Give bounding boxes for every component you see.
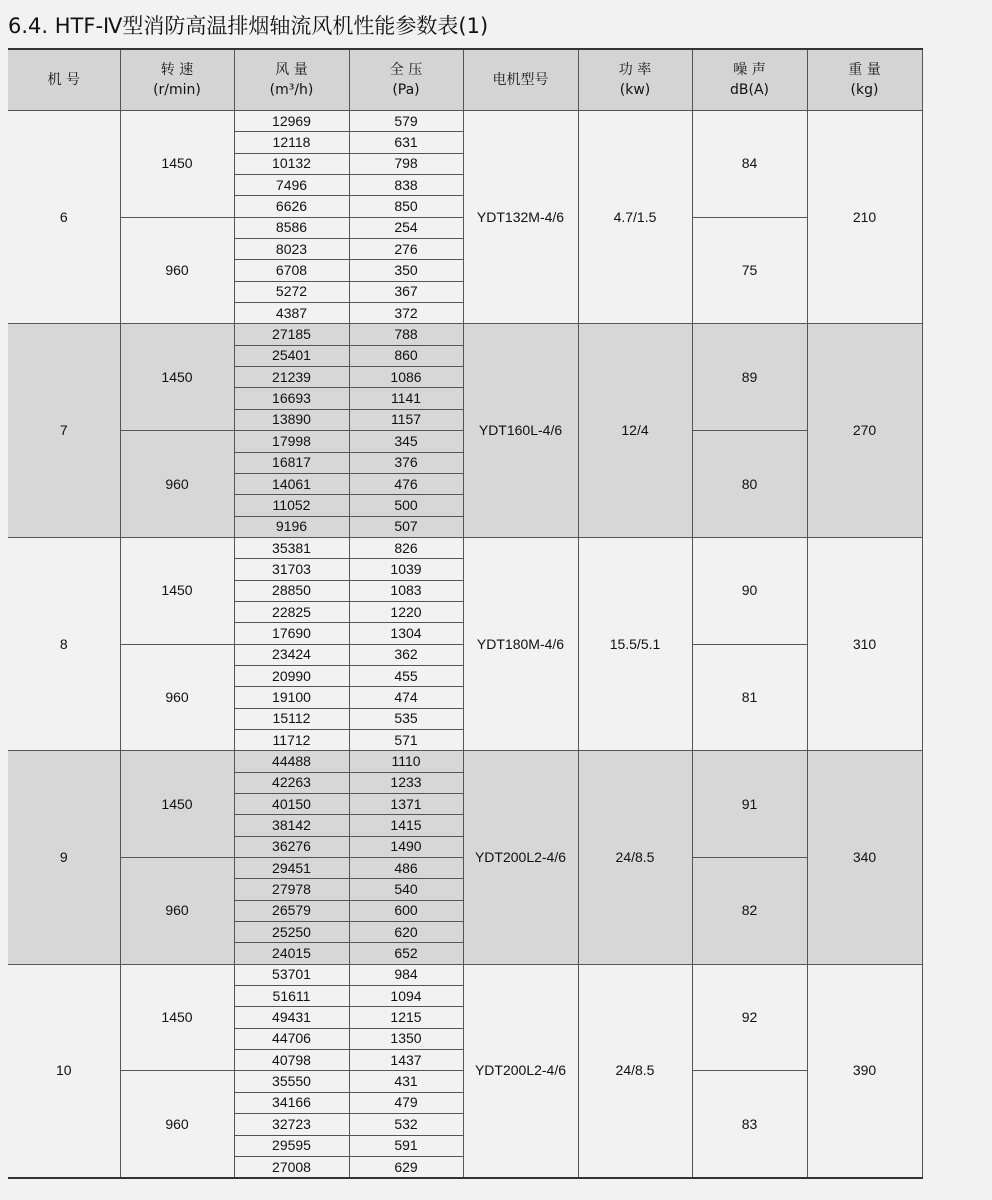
pressure-cell: 1215 [349,1007,463,1028]
airflow-cell: 42263 [234,772,349,793]
pressure-cell: 507 [349,516,463,537]
airflow-cell: 19100 [234,687,349,708]
airflow-cell: 51611 [234,986,349,1007]
header-pressure: 全 压 (Pa) [349,49,463,111]
pressure-cell: 376 [349,452,463,473]
noise-cell: 89 [692,324,807,431]
pressure-cell: 500 [349,495,463,516]
power-cell: 12/4 [578,324,692,537]
model-group [8,324,922,537]
airflow-cell: 27978 [234,879,349,900]
pressure-cell: 455 [349,665,463,686]
motor-model-cell: YDT180M-4/6 [463,537,578,750]
pressure-cell: 367 [349,281,463,302]
weight-cell: 340 [807,751,922,964]
pressure-cell: 1415 [349,815,463,836]
pressure-cell: 788 [349,324,463,345]
pressure-cell: 652 [349,943,463,964]
motor-model-cell: YDT132M-4/6 [463,111,578,324]
header-noise: 噪 声 dB(A) [692,49,807,111]
airflow-cell: 35381 [234,537,349,558]
pressure-cell: 362 [349,644,463,665]
airflow-cell: 4387 [234,303,349,324]
airflow-cell: 14061 [234,473,349,494]
pressure-cell: 579 [349,111,463,132]
power-cell: 15.5/5.1 [578,537,692,750]
airflow-cell: 24015 [234,943,349,964]
speed-cell: 960 [120,644,234,751]
pressure-cell: 984 [349,964,463,985]
pressure-cell: 838 [349,175,463,196]
airflow-cell: 16817 [234,452,349,473]
speed-cell: 960 [120,217,234,324]
pressure-cell: 372 [349,303,463,324]
pressure-cell: 1233 [349,772,463,793]
power-cell: 4.7/1.5 [578,111,692,324]
pressure-cell: 276 [349,239,463,260]
weight-cell: 390 [807,964,922,1178]
speed-cell: 1450 [120,964,234,1071]
pressure-cell: 486 [349,858,463,879]
pressure-cell: 535 [349,708,463,729]
model-group [8,964,922,1178]
airflow-cell: 11712 [234,729,349,750]
table-row [8,537,922,558]
speed-cell: 960 [120,1071,234,1178]
airflow-cell: 21239 [234,367,349,388]
airflow-cell: 12969 [234,111,349,132]
pressure-cell: 345 [349,431,463,452]
airflow-cell: 26579 [234,900,349,921]
airflow-cell: 44706 [234,1028,349,1049]
airflow-cell: 6708 [234,260,349,281]
airflow-cell: 29451 [234,858,349,879]
pressure-cell: 826 [349,537,463,558]
header-weight: 重 量 (kg) [807,49,922,111]
noise-cell: 80 [692,431,807,538]
pressure-cell: 631 [349,132,463,153]
pressure-cell: 350 [349,260,463,281]
pressure-cell: 540 [349,879,463,900]
weight-cell: 310 [807,537,922,750]
pressure-cell: 474 [349,687,463,708]
pressure-cell: 1304 [349,623,463,644]
model-number-cell: 8 [8,537,120,750]
pressure-cell: 1490 [349,836,463,857]
motor-model-cell: YDT160L-4/6 [463,324,578,537]
airflow-cell: 28850 [234,580,349,601]
model-group [8,537,922,750]
airflow-cell: 10132 [234,153,349,174]
pressure-cell: 798 [349,153,463,174]
power-cell: 24/8.5 [578,964,692,1178]
pressure-cell: 1039 [349,559,463,580]
pressure-cell: 431 [349,1071,463,1092]
speed-cell: 1450 [120,751,234,858]
airflow-cell: 35550 [234,1071,349,1092]
airflow-cell: 36276 [234,836,349,857]
table-row [8,964,922,985]
airflow-cell: 6626 [234,196,349,217]
speed-cell: 960 [120,431,234,538]
airflow-cell: 31703 [234,559,349,580]
table-row [8,111,922,132]
airflow-cell: 8586 [234,217,349,238]
airflow-cell: 25250 [234,922,349,943]
speed-cell: 1450 [120,111,234,218]
noise-cell: 75 [692,217,807,324]
power-cell: 24/8.5 [578,751,692,964]
table-row [8,751,922,772]
fan-performance-table [8,48,923,1179]
airflow-cell: 17998 [234,431,349,452]
noise-cell: 90 [692,537,807,644]
table-header-row [8,49,922,111]
airflow-cell: 29595 [234,1135,349,1156]
pressure-cell: 1141 [349,388,463,409]
header-airflow: 风 量 (m³/h) [234,49,349,111]
airflow-cell: 16693 [234,388,349,409]
airflow-cell: 7496 [234,175,349,196]
airflow-cell: 34166 [234,1092,349,1113]
model-group [8,111,922,324]
pressure-cell: 479 [349,1092,463,1113]
model-number-cell: 9 [8,751,120,964]
airflow-cell: 17690 [234,623,349,644]
pressure-cell: 1094 [349,986,463,1007]
airflow-cell: 13890 [234,409,349,430]
header-model: 机 号 [8,49,120,111]
weight-cell: 210 [807,111,922,324]
model-group [8,751,922,964]
pressure-cell: 571 [349,729,463,750]
pressure-cell: 254 [349,217,463,238]
pressure-cell: 860 [349,345,463,366]
noise-cell: 91 [692,751,807,858]
airflow-cell: 40150 [234,794,349,815]
motor-model-cell: YDT200L2-4/6 [463,964,578,1178]
page-title: 6.4. HTF-Ⅳ型消防高温排烟轴流风机性能参数表(1) [8,14,489,38]
pressure-cell: 850 [349,196,463,217]
pressure-cell: 1157 [349,409,463,430]
airflow-cell: 27008 [234,1156,349,1178]
airflow-cell: 8023 [234,239,349,260]
header-power: 功 率 (kw) [578,49,692,111]
motor-model-cell: YDT200L2-4/6 [463,751,578,964]
pressure-cell: 1110 [349,751,463,772]
noise-cell: 83 [692,1071,807,1178]
airflow-cell: 25401 [234,345,349,366]
model-number-cell: 7 [8,324,120,537]
speed-cell: 1450 [120,537,234,644]
pressure-cell: 1350 [349,1028,463,1049]
airflow-cell: 53701 [234,964,349,985]
table-row [8,324,922,345]
airflow-cell: 44488 [234,751,349,772]
airflow-cell: 49431 [234,1007,349,1028]
airflow-cell: 5272 [234,281,349,302]
pressure-cell: 1437 [349,1050,463,1071]
airflow-cell: 23424 [234,644,349,665]
model-number-cell: 6 [8,111,120,324]
pressure-cell: 600 [349,900,463,921]
airflow-cell: 11052 [234,495,349,516]
speed-cell: 1450 [120,324,234,431]
pressure-cell: 620 [349,922,463,943]
weight-cell: 270 [807,324,922,537]
airflow-cell: 27185 [234,324,349,345]
pressure-cell: 1083 [349,580,463,601]
noise-cell: 84 [692,111,807,218]
airflow-cell: 9196 [234,516,349,537]
pressure-cell: 532 [349,1114,463,1135]
airflow-cell: 38142 [234,815,349,836]
pressure-cell: 1086 [349,367,463,388]
airflow-cell: 12118 [234,132,349,153]
pressure-cell: 1220 [349,601,463,622]
model-number-cell: 10 [8,964,120,1178]
header-motor: 电机型号 [463,49,578,111]
header-speed: 转 速 (r/min) [120,49,234,111]
noise-cell: 81 [692,644,807,751]
airflow-cell: 40798 [234,1050,349,1071]
pressure-cell: 1371 [349,794,463,815]
airflow-cell: 20990 [234,665,349,686]
speed-cell: 960 [120,858,234,965]
airflow-cell: 22825 [234,601,349,622]
pressure-cell: 476 [349,473,463,494]
pressure-cell: 591 [349,1135,463,1156]
noise-cell: 92 [692,964,807,1071]
airflow-cell: 15112 [234,708,349,729]
pressure-cell: 629 [349,1156,463,1178]
airflow-cell: 32723 [234,1114,349,1135]
noise-cell: 82 [692,858,807,965]
